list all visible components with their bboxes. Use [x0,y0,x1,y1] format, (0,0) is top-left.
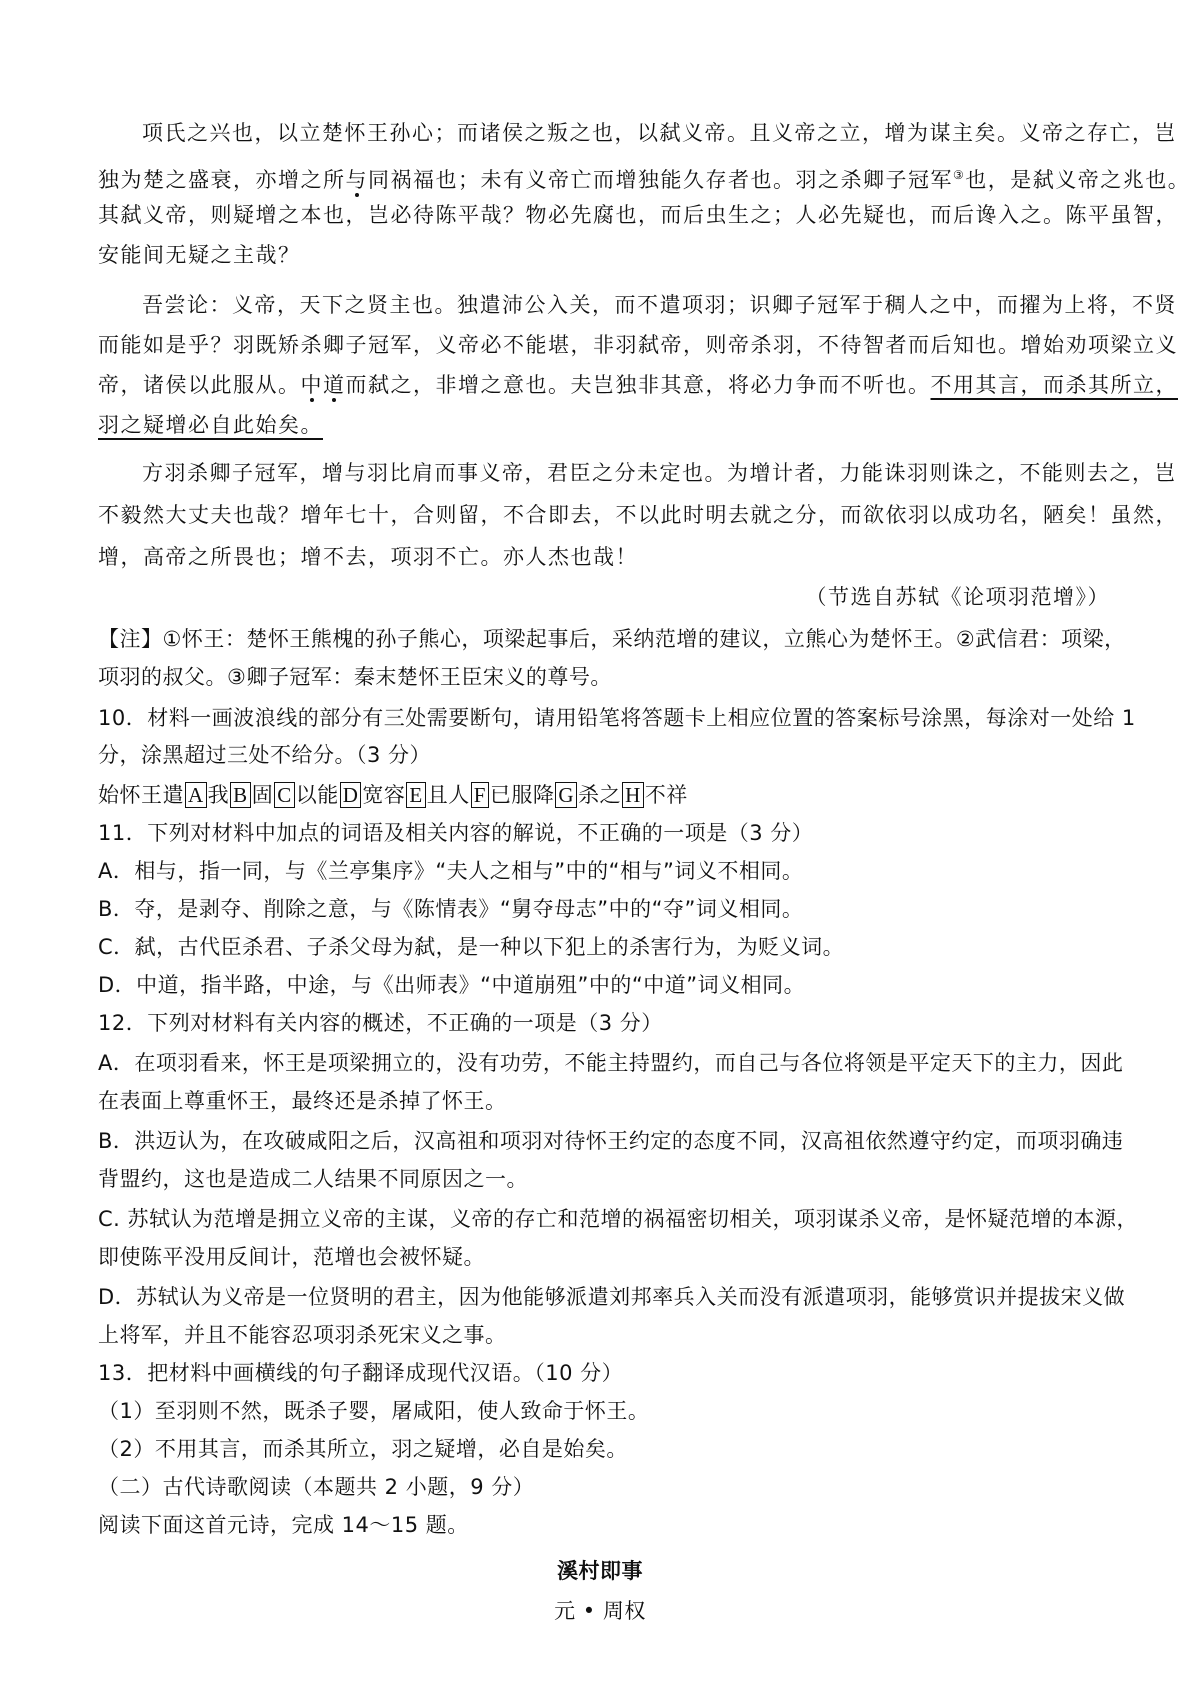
q10-option-box[interactable]: B [230,782,251,808]
passage-p2-line4 [98,410,1108,440]
footnote-marker: ③ [953,168,966,182]
q10-segment: 不祥 [644,783,688,807]
q13-sentence-1: （1）至羽则不然，既杀子婴，屠咸阳，使人致命于怀王。 [98,1399,650,1423]
passage-p1-line2: 独为楚之盛衰，亦增之所与同祸福也；未有义帝亡而增独能久存者也。羽之杀卿子冠军③也，是弑义帝之兆也。 [98,168,1191,192]
passage-p3-line2: 不毅然大丈夫也哉？增年七十，合则留，不合即去，不以此时明去就之分，而欲依羽以成功名，陋矣！虽然， [98,503,1178,527]
passage-p1-line1: 项氏之兴也，以立楚怀王孙心；而诸侯之叛之也，以弑义帝。且义帝之立，增为谋主矣。义帝之存亡，岂 [142,121,1177,145]
passage-p2-line3: 帝，诸侯以此服从。中道而弑之，非增之意也。夫岂独非其意，将必力争而不听也。不用其言，而杀其所立， [98,373,1178,397]
emphasis-dot-word: 中 [300,373,323,397]
underlined-sentence: 不用其言，而杀其所立， [930,373,1178,397]
notes-line2: 项羽的叔父。③卿子冠军：秦末楚怀王臣宋义的尊号。 [98,665,612,689]
q10-segment: 杀之 [578,783,622,807]
q13-stem: 13．把材料中画横线的句子翻译成现代汉语。（10 分） [98,1361,624,1385]
passage-source: （节选自苏轼《论项羽范增》） [805,585,1110,609]
section2-heading: （二）古代诗歌阅读（本题共 2 小题，9 分） [98,1475,535,1499]
q11-stem: 11．下列对材料中加点的词语及相关内容的解说，不正确的一项是（3 分） [98,821,814,845]
q10-option-box[interactable]: G [555,782,577,808]
q12-option-b-line2: 背盟约，这也是造成二人结果不同原因之一。 [98,1167,528,1191]
q10-option-box[interactable]: C [274,782,295,808]
q12-option-b-line1: B．洪迈认为，在攻破咸阳之后，汉高祖和项羽对待怀王约定的态度不同，汉高祖依然遵守约定，而项羽确违 [98,1129,1124,1153]
poem-title: 溪村即事 [557,1559,643,1583]
q10-segment: 固 [251,783,274,807]
passage-p3-line3: 增，高帝之所畏也；增不去，项羽不亡。亦人杰也哉！ [98,545,638,569]
q12-option-c-line1: C. 苏轼认为范增是拥立义帝的主谋，义帝的存亡和范增的祸福密切相关，项羽谋杀义帝，是怀疑范增的本源， [98,1207,1139,1231]
q10-segment: 且人 [426,783,470,807]
notes-line1: 【注】①怀王：楚怀王熊槐的孙子熊心，项梁起事后，采纳范增的建议，立熊心为楚怀王。②武信君：项梁， [98,627,1126,651]
q10-segment: 宽容 [362,783,406,807]
q10-option-box[interactable]: A [185,782,207,808]
q10-option-box[interactable]: D [340,782,362,808]
section2-instruction: 阅读下面这首元诗，完成 14～15 题。 [98,1513,469,1537]
q12-option-d-line1: D．苏轼认为义帝是一位贤明的君主，因为他能够派遣刘邦率兵入关而没有派遣项羽，能够赏识并提拔宋义做 [98,1285,1126,1309]
q11-option-c: C．弑，古代臣杀君、子杀父母为弑，是一种以下犯上的杀害行为，为贬义词。 [98,935,845,959]
poem-author: 元 • 周权 [554,1599,646,1623]
q10-option-box[interactable]: H [622,782,644,808]
underlined-sentence: 羽之疑增必自此始矣。 [98,413,323,437]
passage-p2-line2: 而能如是乎？羽既矫杀卿子冠军，义帝必不能堪，非羽弑帝，则帝杀羽，不待智者而后知也。增始劝项梁立义 [98,333,1178,357]
q10-segment: 我 [207,783,230,807]
q12-option-a-line1: A．在项羽看来，怀王是项梁拥立的，没有功劳，不能主持盟约，而自己与各位将领是平定天下的主力，因此 [98,1051,1124,1075]
emphasis-dot-word: 与 [345,168,368,192]
q12-option-a-line2: 在表面上尊重怀王，最终还是杀掉了怀王。 [98,1089,507,1113]
q12-option-d-line2: 上将军，并且不能容忍项羽杀死宋义之事。 [98,1323,507,1347]
q10-stem-line1: 10．材料一画波浪线的部分有三处需要断句，请用铅笔将答题卡上相应位置的答案标号涂黑，每涂对一处给 1 [98,706,1136,730]
q10-stem-line2: 分，涂黑超过三处不给分。（3 分） [98,743,432,767]
q10-option-box[interactable]: F [471,782,489,808]
q12-stem: 12．下列对材料有关内容的概述，不正确的一项是（3 分） [98,1011,663,1035]
q12-option-c-line2: 即使陈平没用反间计，范增也会被怀疑。 [98,1245,485,1269]
q11-option-a: A．相与，指一同，与《兰亭集序》“夫人之相与”中的“相与”词义不相同。 [98,859,804,883]
q10-segment: 始怀王遣 [98,783,184,807]
q10-segment: 以能 [295,783,339,807]
q13-sentence-2: （2）不用其言，而杀其所立，羽之疑增，必自是始矣。 [98,1437,628,1461]
q10-segment-line [98,780,1108,810]
q11-option-b: B．夺，是剥夺、削除之意，与《陈情表》“舅夺母志”中的“夺”词义相同。 [98,897,804,921]
passage-p3-line1: 方羽杀卿子冠军，增与羽比肩而事义帝，君臣之分未定也。为增计者，力能诛羽则诛之，不能则去之，岂 [142,461,1177,485]
passage-p1-line3: 其弑义帝，则疑增之本也，岂必待陈平哉？物必先腐也，而后虫生之；人必先疑也，而后谗入之。陈平虽智， [98,203,1178,227]
q11-option-d: D．中道，指半路，中途，与《出师表》“中道崩殂”中的“中道”词义相同。 [98,973,806,997]
q10-segment: 已服降 [489,783,555,807]
emphasis-dot-word: 道 [323,373,346,397]
q10-option-box[interactable]: E [406,782,425,808]
passage-p1-line4: 安能间无疑之主哉？ [98,243,301,267]
passage-p2-line1: 吾尝论：义帝，天下之贤主也。独遣沛公入关，而不遣项羽；识卿子冠军于稠人之中，而擢为上将，不贤 [142,293,1177,317]
